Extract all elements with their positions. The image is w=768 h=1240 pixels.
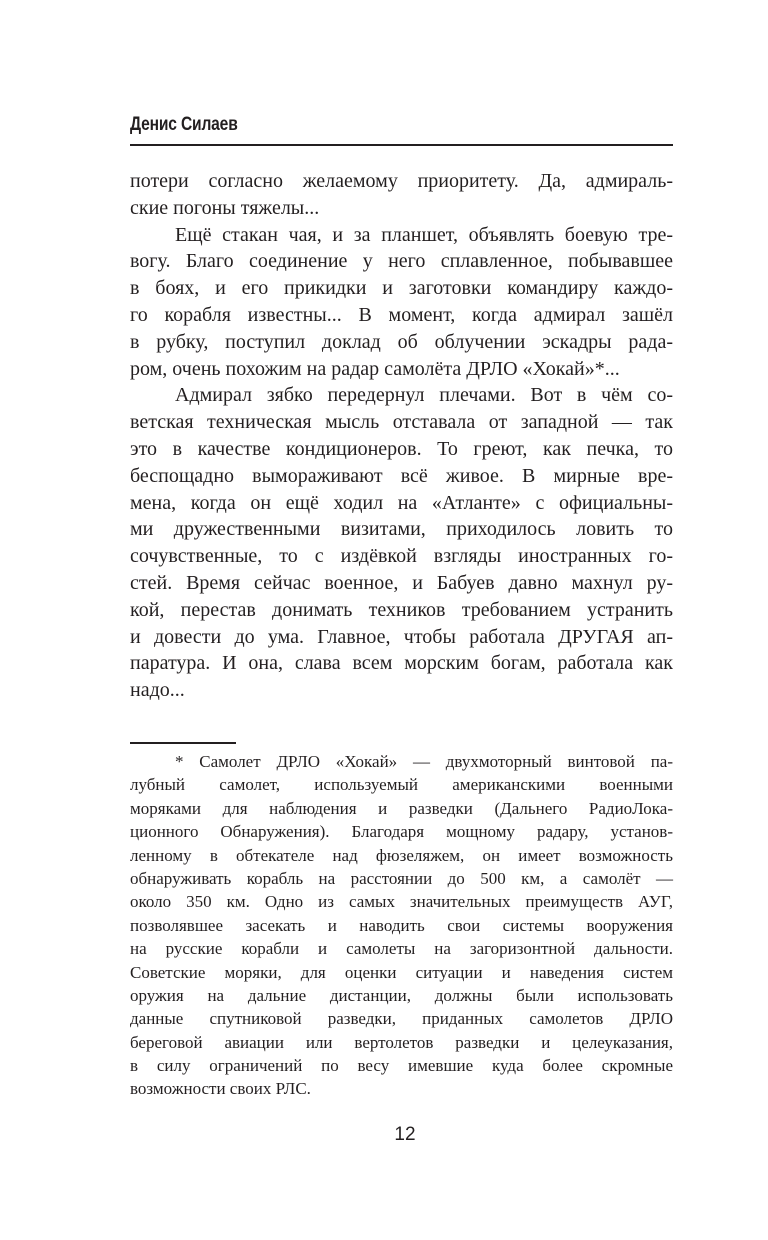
text-line: паратура. И она, слава всем морским богам, работала как (130, 652, 673, 675)
page-number: 12 (394, 1124, 416, 1145)
footnote-line: Советские моряки, для оценки ситуации и наведения систем (130, 962, 673, 982)
text-line: Ещё стакан чая, и за планшет, объявлять боевую тре- (175, 223, 673, 246)
text-line: и довести до ума. Главное, чтобы работала ДРУГАЯ ап- (130, 625, 673, 648)
text-line: ветская техническая мысль отставала от западной — так (130, 411, 673, 434)
text-line: это в качестве кондиционеров. То греют, как печка, то (130, 437, 673, 460)
text-line: го корабля известны... В момент, когда адмирал зашёл (130, 303, 673, 326)
footnote-line: ленному в обтекателе над фюзеляжем, он имеет возможность (130, 845, 673, 865)
text-line: в боях, и его прикидки и заготовки командиру каждо- (130, 277, 673, 300)
text-line: надо... (130, 679, 185, 702)
footnote-line: лубный самолет, используемый американскими военными (130, 775, 673, 795)
footnote-line: позволявшее засекать и наводить свои системы вооружения (130, 915, 673, 935)
text-line: ми дружественными визитами, приходилось ловить то (130, 518, 673, 541)
text-line: вогу. Благо соединение у него сплавленное, побывавшее (130, 250, 673, 273)
footnote-line: данные спутниковой разведки, приданных самолетов ДРЛО (130, 1009, 673, 1029)
text-line: ские погоны тяжелы... (130, 196, 320, 219)
footnote-line: береговой авиации или вертолетов разведки и целеуказания, (130, 1032, 673, 1052)
footnote-rule (130, 742, 236, 744)
running-header-author: Денис Силаев (130, 114, 238, 135)
footnote-line: в силу ограничений по весу имевшие куда более скромные (130, 1056, 673, 1076)
text-line: стей. Время сейчас военное, и Бабуев давно махнул ру- (130, 571, 673, 594)
footnote-line: около 350 км. Одно из самых значительных преимуществ АУГ, (130, 892, 673, 912)
footnote-line: обнаруживать корабль на расстоянии до 500 км, а самолёт — (130, 868, 673, 888)
footnote-line: ционного Обнаружения). Благодаря мощному радару, установ- (130, 822, 673, 842)
text-line: мена, когда он ещё ходил на «Атланте» с официальны- (130, 491, 673, 514)
text-line: потери согласно желаемому приоритету. Да, адмираль- (130, 170, 673, 192)
footnote-line: возможности своих РЛС. (130, 1079, 311, 1099)
footnote-line: на русские корабли и самолеты на загоризонтной дальности. (130, 939, 673, 959)
text-line: ром, очень похожим на радар самолёта ДРЛО «Хокай»*... (130, 357, 620, 380)
main-text (130, 168, 673, 704)
footnote-line: * Самолет ДРЛО «Хокай» — двухмоторный винтовой па- (175, 752, 673, 771)
footnote (130, 750, 673, 1101)
text-line: Адмирал зябко передернул плечами. Вот в чём со- (175, 384, 673, 407)
text-line: беспощадно вымораживают всё живое. В мирные вре- (130, 464, 673, 487)
text-line: сочувственные, то с издёвкой взгляды иностранных го- (130, 545, 673, 568)
text-line: кой, перестав донимать техников требованием устранить (130, 598, 673, 621)
header-rule (130, 144, 673, 146)
footnote-line: моряками для наблюдения и разведки (Дальнего РадиоЛока- (130, 798, 673, 818)
footnote-line: оружия на дальние дистанции, должны были использовать (130, 985, 673, 1005)
text-line: в рубку, поступил доклад об облучении эскадры рада- (130, 330, 673, 353)
